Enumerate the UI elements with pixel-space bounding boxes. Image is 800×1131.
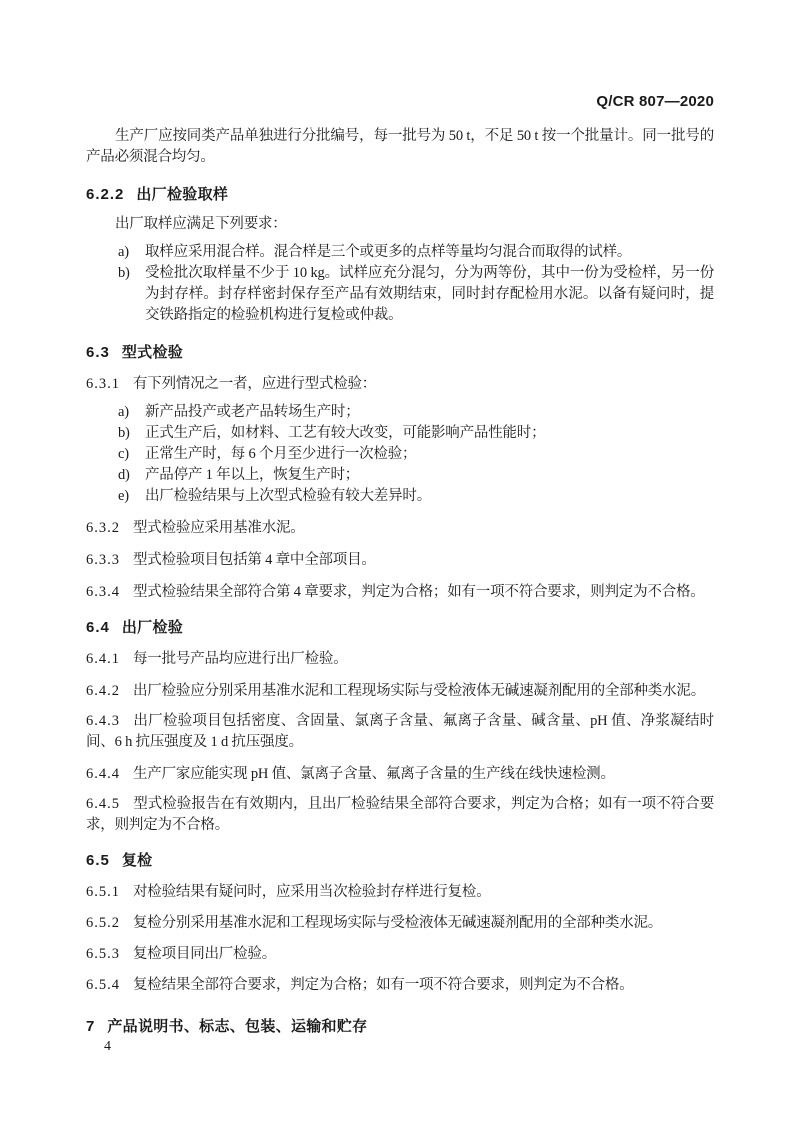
list-item-text: 正式生产后，如材料、工艺有较大改变，可能影响产品性能时； xyxy=(145,425,546,441)
list-item xyxy=(86,423,714,444)
clause-text: 出厂检验应分别采用基准水泥和工程现场实际与受检液体无碱速凝剂配用的全部种类水泥。 xyxy=(133,683,705,699)
intro-paragraph: 生产厂应按同类产品单独进行分批编号，每一批号为 50 t，不足 50 t 按一个批量计。同一批号的产品必须混合均匀。 xyxy=(86,128,714,165)
clause-number: 6.3.2 xyxy=(86,520,120,536)
section-title: 产品说明书、标志、包装、运输和贮存 xyxy=(107,1018,368,1035)
clause-number: 6.4.2 xyxy=(86,683,120,699)
list-item xyxy=(86,486,714,507)
clause-text: 型式检验报告在有效期内，且出厂检验结果全部符合要求，判定为合格；如有一项不符合要求，则判定为不合格。 xyxy=(86,796,714,833)
clause-number: 6.4.3 xyxy=(86,713,120,729)
clause-6-3-1 xyxy=(86,374,714,395)
clause-6-3-3 xyxy=(86,550,714,571)
clause-text: 有下列情况之一者，应进行型式检验： xyxy=(133,376,377,392)
clause-text: 型式检验结果全部符合第 4 章要求，判定为合格；如有一项不符合要求，则判定为不合格。 xyxy=(133,584,705,600)
clause-6-3-4 xyxy=(86,582,714,603)
section-heading-6-5 xyxy=(86,850,714,872)
section-number: 6.2.2 xyxy=(86,186,125,203)
list-item-text: 产品停产 1 年以上，恢复生产时； xyxy=(145,467,360,483)
list-item-text: 取样应采用混合样。混合样是三个或更多的点样等量均匀混合而取得的试样。 xyxy=(145,244,632,260)
page-number: 4 xyxy=(104,1039,111,1054)
clause-6-4-5 xyxy=(86,794,714,836)
list-item-label: b) xyxy=(118,425,130,441)
clause-6-4-1 xyxy=(86,649,714,670)
clause-6-4-4 xyxy=(86,764,714,785)
sampling-intro: 出厂取样应满足下列要求： xyxy=(115,216,287,232)
clause-6-5-1 xyxy=(86,882,714,903)
list-item-text: 受检批次取样量不少于 10 kg。试样应充分混匀，分为两等份，其中一份为受检样，另一份为封存样。封存样密封保存至产品有效期结束，同时封存配检用水泥。以备有疑问时，提交铁路指定的检验机构进行复检或仲裁。 xyxy=(145,265,714,323)
section-title: 型式检验 xyxy=(121,344,184,361)
clause-text: 生产厂家应能实现 pH 值、氯离子含量、氟离子含量的生产线在线快速检测。 xyxy=(133,766,615,782)
clause-number: 6.4.1 xyxy=(86,651,120,667)
clause-number: 6.5.3 xyxy=(86,946,120,962)
clause-6-5-4 xyxy=(86,975,714,996)
clause-6-3-2 xyxy=(86,518,714,539)
section-number: 6.4 xyxy=(86,619,110,636)
section-title: 复检 xyxy=(121,852,153,869)
clause-text: 复检分别采用基准水泥和工程现场实际与受检液体无碱速凝剂配用的全部种类水泥。 xyxy=(133,915,663,931)
section-number: 7 xyxy=(86,1018,96,1035)
list-item xyxy=(86,242,714,263)
clause-text: 型式检验应采用基准水泥。 xyxy=(133,520,305,536)
list-item xyxy=(86,444,714,465)
sampling-list xyxy=(86,242,714,326)
section-number: 6.5 xyxy=(86,852,110,869)
clause-6-5-3 xyxy=(86,944,714,965)
list-item-text: 出厂检验结果与上次型式检验有较大差异时。 xyxy=(145,488,431,504)
list-item-label: a) xyxy=(118,404,129,420)
clause-text: 复检结果全部符合要求，判定为合格；如有一项不符合要求，则判定为不合格。 xyxy=(133,977,634,993)
clause-text: 出厂检验项目包括密度、含固量、氯离子含量、氟离子含量、碱含量、pH 值、净浆凝结时间、6 h 抗压强度及 1 d 抗压强度。 xyxy=(86,713,714,750)
clause-6-5-2 xyxy=(86,913,714,934)
list-item-label: e) xyxy=(118,488,129,504)
clause-text: 每一批号产品均应进行出厂检验。 xyxy=(133,651,348,667)
clause-number: 6.5.1 xyxy=(86,884,120,900)
section-number: 6.3 xyxy=(86,344,110,361)
document-content xyxy=(86,126,714,1038)
clause-number: 6.3.3 xyxy=(86,552,120,568)
clause-number: 6.3.1 xyxy=(86,376,120,392)
clause-number: 6.5.2 xyxy=(86,915,120,931)
list-item-label: d) xyxy=(118,467,130,483)
section-heading-6-2-2 xyxy=(86,184,714,206)
clause-text: 对检验结果有疑问时，应采用当次检验封存样进行复检。 xyxy=(133,884,491,900)
list-item-label: c) xyxy=(118,446,129,462)
section-title: 出厂检验 xyxy=(121,619,184,636)
section-heading-6-4 xyxy=(86,617,714,639)
doc-code: Q/CR 807—2020 xyxy=(596,93,714,110)
section-title: 出厂检验取样 xyxy=(136,186,229,203)
list-item-label: a) xyxy=(118,244,129,260)
clause-6-4-3 xyxy=(86,711,714,753)
clause-number: 6.4.5 xyxy=(86,796,120,812)
list-item-text: 新产品投产或老产品转场生产时； xyxy=(145,404,360,420)
clause-number: 6.4.4 xyxy=(86,766,120,782)
list-item-text: 正常生产时，每 6 个月至少进行一次检验； xyxy=(145,446,417,462)
clause-6-4-2 xyxy=(86,681,714,702)
clause-text: 复检项目同出厂检验。 xyxy=(133,946,276,962)
list-item xyxy=(86,465,714,486)
clause-number: 6.5.4 xyxy=(86,977,120,993)
section-heading-6-3 xyxy=(86,342,714,364)
type-test-list xyxy=(86,402,714,507)
section-heading-7 xyxy=(86,1016,714,1038)
clause-number: 6.3.4 xyxy=(86,584,120,600)
clause-text: 型式检验项目包括第 4 章中全部项目。 xyxy=(133,552,376,568)
list-item xyxy=(86,263,714,326)
list-item-label: b) xyxy=(118,265,130,281)
list-item xyxy=(86,402,714,423)
